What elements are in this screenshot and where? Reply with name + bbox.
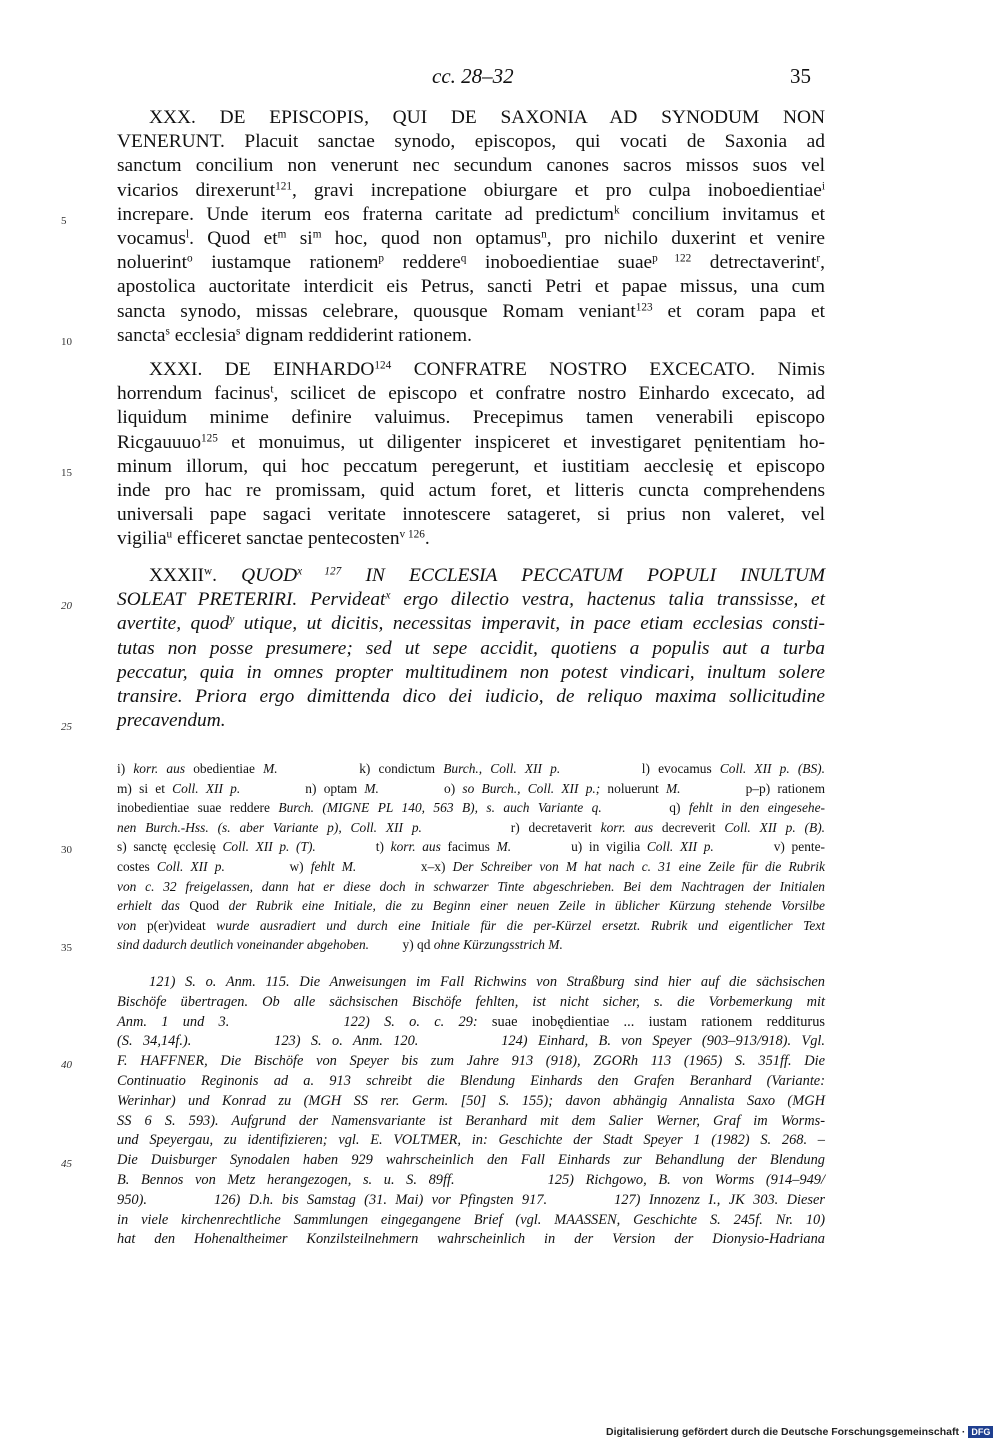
line-text: Anm. 1 und 3. 122) S. o. c. 29: suae inobędientiae ... iustam rationem redditurus: [117, 1013, 825, 1030]
text-line: [61, 1052, 825, 1072]
line-text: VENERUNT. Placuit sanctae synodo, episcopos, qui vocati de Saxonia ad: [117, 131, 825, 153]
text-line: [61, 324, 825, 348]
text-line: [117, 637, 825, 661]
text-line: [117, 973, 825, 993]
text-line: [117, 1072, 825, 1092]
text-line: [117, 1171, 825, 1191]
line-text: sind dadurch deutlich voneinander abgehoben. y) qd ohne Kürzungsstrich M.: [117, 937, 563, 953]
text-line: [117, 1032, 825, 1052]
line-text: avertite, quod$^y$ utique, ut dicitis, necessitas imperavit, in pace etiam ecclesias consti-: [117, 613, 825, 635]
text-line: [117, 685, 825, 709]
text-line: [117, 503, 825, 527]
text-line: [117, 251, 825, 275]
line-text: inde pro hac re promissam, quid actum foret, et litteris cuncta comprehendens: [117, 479, 825, 501]
line-number: 45: [61, 1158, 72, 1171]
line-text: nen Burch.-Hss. (s. aber Variante p), Coll. XII p. r) decretaverit korr. aus decreverit Coll. XII p. (B).: [117, 819, 826, 835]
line-text: increpare. Unde iterum eos fraterna caritate ad predictum$^k$ concilium invitamus et: [117, 203, 825, 225]
line-text: 950). 126) D.h. bis Samstag (31. Mai) vor Pfingsten 917. 127) Innozenz I., JK 303. Dieser: [117, 1191, 825, 1208]
footer-text: Digitalisierung gefördert durch die Deutsche Forschungsgemeinschaft ·: [606, 1426, 966, 1438]
line-text: inobedientiae suae reddere Burch. (MIGNE PL 140, 563 B), s. auch Variante q. q) fehlt in den eingesehe-: [117, 800, 825, 816]
text-line: [117, 527, 825, 551]
line-text: B. Bennos von Metz herangezogen, s. u. S. 89ff. 125) Richgowo, B. von Worms (914–949/: [117, 1171, 825, 1188]
line-text: precavendum.: [117, 710, 226, 732]
chapter-section: [61, 106, 825, 348]
line-number: 10: [61, 335, 72, 348]
line-text: sancta synodo, missas celebrare, quousque Romam veniant$^{123}$ et coram papa et: [117, 300, 825, 322]
text-line: [61, 837, 826, 857]
line-text: transire. Priora ergo dimittenda dico dei iudicio, de reliquo maxima sollicitudine: [117, 685, 825, 707]
line-number: 30: [61, 844, 72, 857]
line-text: 121) S. o. Anm. 115. Die Anweisungen im Fall Richwins von Straßburg sind hier auf die sächsischen: [149, 974, 825, 990]
line-text: hat den Hohenaltheimer Konzilsteilnehmern wahrscheinlich in der Version der Dionysio-Hadriana: [117, 1231, 825, 1248]
text-line: [117, 358, 825, 382]
text-line: [117, 179, 825, 203]
line-text: vocamus$^l$. Quod $et^m$ $si^m$ hoc, quod non optamus$^n$, pro nichilo duxerint et venire: [117, 227, 825, 249]
line-text: SOLEAT PRETERIRI. Pervideat$^x$ ergo dilectio vestra, hactenus talia transsisse, et: [117, 589, 825, 611]
line-text: Ricgauuuo$^{125}$ et monuimus, ut diligenter inspiceret et investigaret pęnitentiam ho-: [117, 431, 825, 453]
chapter-section: [61, 564, 825, 734]
text-line: [117, 106, 825, 130]
line-number: 40: [61, 1059, 72, 1072]
line-text: apostolica auctoritate interdicit eis Petrus, sancti Petri et papae missus, una cum: [117, 276, 825, 298]
text-line: [117, 1112, 825, 1132]
line-text: peccatur, quia in omnes propter multitudinem non potest vindicari, inultum solere: [117, 661, 825, 683]
text-line: [117, 382, 825, 406]
text-line: [61, 588, 825, 613]
text-line: [117, 993, 825, 1013]
text-line: [117, 857, 825, 877]
text-line: [117, 1013, 825, 1033]
line-text: XXXII$^w$. $QUOD^{x 127}$ IN ECCLESIA PECCATUM POPULI INULTUM: [149, 565, 825, 586]
commentary-notes: [61, 973, 825, 1250]
page-number: 35: [790, 64, 811, 88]
text-line: [117, 154, 825, 178]
text-line: [117, 1191, 825, 1211]
line-text: noluerint$^o$ iustamque rationem$^p$ reddere$^q$ inoboedientiae suae$^{p 122}$ detrectaverint$^r$,: [117, 252, 825, 274]
line-number: 35: [61, 942, 72, 955]
critical-apparatus: [61, 759, 826, 955]
line-text: erhielt das Quod der Rubrik eine Initiale, die zu Beginn einer neuen Zeile in üblicher Kürzung stehende Vorsilbe: [117, 898, 825, 914]
line-number: 25: [61, 721, 72, 734]
dfg-logo: DFG: [968, 1426, 993, 1438]
line-text: minum illorum, qui hoc peccatum peregerunt, et iustitiam aecclesię et episcopo: [117, 455, 825, 477]
text-line: [117, 916, 825, 936]
text-line: [117, 798, 825, 818]
dfg-footer: [606, 1426, 993, 1438]
text-line: [117, 479, 825, 503]
text-line: [61, 935, 825, 955]
line-text: XXX. DE EPISCOPIS, QUI DE SAXONIA AD SYNODUM NON: [149, 107, 825, 128]
line-text: sancta$^s$ ecclesia$^s$ dignam reddiderint rationem.: [117, 324, 472, 346]
text-line: [61, 709, 825, 734]
text-line: [117, 431, 825, 455]
text-line: [117, 275, 825, 299]
text-line: [117, 818, 825, 838]
line-text: horrendum facinus$^t$, scilicet de episcopo et confratre nostro Einhardo excecato, ad: [117, 383, 825, 405]
line-number: 5: [61, 214, 67, 227]
text-line: [61, 1151, 825, 1171]
line-text: von p(er)videat wurde ausradiert und durch eine Initiale für die per-Kürzel ersetzt. Rubrik und eigentlicher Text: [117, 917, 825, 933]
text-line: [117, 227, 825, 251]
line-number: 20: [61, 600, 72, 613]
line-text: Die Duisburger Synodalen haben 929 wahrscheinlich den Fall Einhards zur Behandlung der Blendung: [117, 1152, 825, 1169]
line-text: und Speyergau, zu identifizieren; vgl. E. VOLTMER, in: Geschichte der Stadt Speyer 1 (1982) S. 268. –: [117, 1132, 825, 1149]
running-title: cc. 28–32: [432, 64, 514, 88]
line-text: costes Coll. XII p. w) fehlt M. x–x) Der Schreiber von M hat nach c. 31 eine Zeile für die Rubrik: [117, 858, 825, 874]
line-text: von c. 32 freigelassen, dann hat er diese doch in schwarzer Tinte abgeschrieben. Bei dem Nachtragen der Initialen: [117, 878, 825, 894]
line-text: vigilia$^u$ efficeret sanctae pentecosten$^{v 126}$.: [117, 528, 430, 550]
text-line: [117, 896, 825, 916]
text-line: [61, 455, 825, 479]
line-text: sanctum concilium non venerunt nec secundum canones sacros missos suos vel: [117, 155, 825, 177]
text-line: [61, 203, 825, 227]
text-line: [117, 300, 825, 324]
line-text: universali pape sagaci veritate innotescere satageret, si prius non valeret, vel: [117, 504, 825, 526]
line-text: F. HAFFNER, Die Bischöfe von Speyer bis zum Jahre 913 (918), ZGORh 113 (1965) S. 351ff. Die: [117, 1053, 825, 1070]
line-text: Continuatio Reginonis ad a. 913 schreibt die Blendung Einhards den Grafen Beranhard (Variante:: [117, 1072, 825, 1089]
text-line: [117, 877, 825, 897]
line-text: Werinhar) und Konrad zu (MGH SS rer. Germ. [50] S. 155); davon abhängig Annalista Saxo (MGH: [117, 1092, 825, 1109]
line-text: Bischöfe übertragen. Ob alle sächsischen Bischöfe fehlten, ist nicht sicher, s. die Vorbemerkung mit: [117, 993, 825, 1010]
text-line: [117, 759, 825, 779]
text-line: [117, 1211, 825, 1231]
page-header: [0, 64, 1000, 94]
text-line: [117, 779, 825, 799]
line-text: vicarios direxerunt$^{121}$, gravi increpatione obiurgare et pro culpa inoboedientiae$^i$: [117, 179, 825, 201]
text-line: [117, 661, 825, 685]
line-text: liquidum minime definire valuimus. Precepimus tamen venerabili episcopo: [117, 407, 825, 429]
line-text: s) sanctę ęcclesię Coll. XII p. (T). t) korr. aus facimus M. u) in vigilia Coll. XII p. v) pente-: [117, 839, 826, 855]
line-text: i) korr. aus obedientiae M. k) condictum Burch., Coll. XII p. l) evocamus Coll. XII p. (BS).: [117, 761, 825, 776]
line-text: tutas non posse presumere; sed ut sepe accidit, quotiens a populis aut a turba: [117, 637, 825, 659]
line-text: in viele kirchenrechtliche Sammlungen eingegangene Brief (vgl. MAASSEN, Geschichte S. 245f. Nr. 10): [117, 1211, 825, 1228]
line-text: m) si et Coll. XII p. n) optam M. o) so Burch., Coll. XII p.; noluerunt M. p–p) rationem: [117, 780, 825, 796]
text-line: [117, 612, 825, 636]
line-number: 15: [61, 466, 72, 479]
line-text: XXXI. DE EINHARDO$^{124}$ CONFRATRE NOSTRO EXCECATO. Nimis: [149, 359, 825, 380]
text-line: [117, 564, 825, 588]
line-text: (S. 34,14f.). 123) S. o. Anm. 120. 124) Einhard, B. von Speyer (903–913/918). Vgl.: [117, 1033, 825, 1050]
text-line: [117, 130, 825, 154]
text-line: [117, 1230, 825, 1250]
line-text: SS 6 S. 593). Aufgrund der Namensvariante ist Beranhard mit dem Salier Werner, Graf im Worms-: [117, 1112, 825, 1129]
text-line: [117, 406, 825, 430]
text-line: [117, 1092, 825, 1112]
chapter-section: [61, 358, 825, 552]
text-line: [117, 1131, 825, 1151]
